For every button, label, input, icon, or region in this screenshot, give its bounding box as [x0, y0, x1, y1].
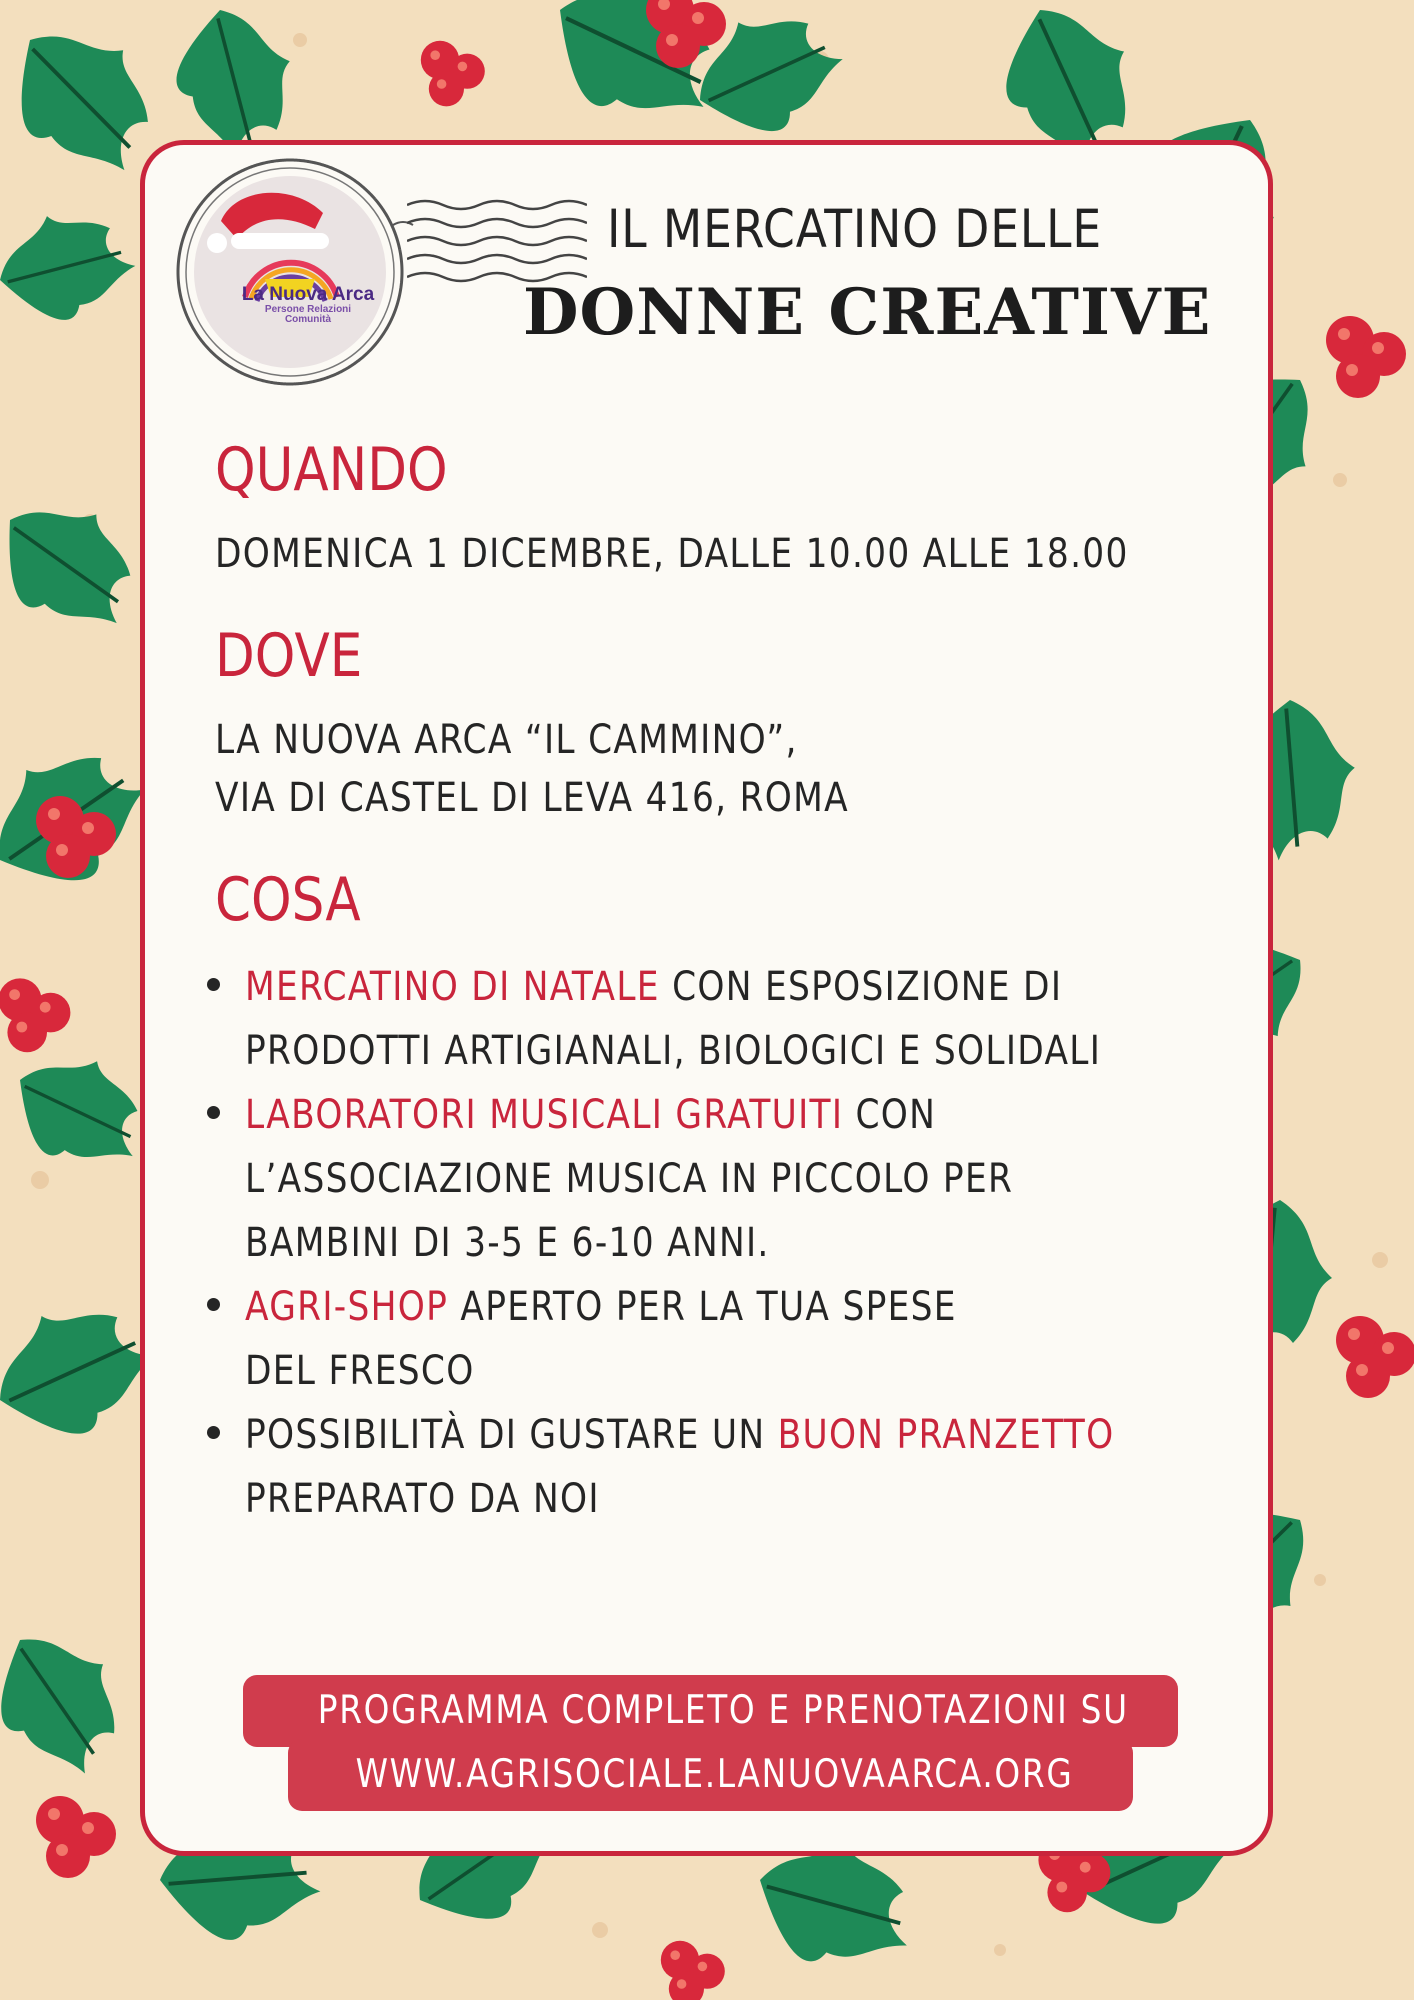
- logo-name: La Nuova Arca: [241, 284, 375, 305]
- cosa-heading: COSA: [215, 865, 361, 935]
- cta-website-link[interactable]: [288, 1739, 1133, 1811]
- logo-icon: [165, 147, 415, 397]
- list-item: [207, 1275, 1267, 1403]
- list-item-text: [245, 1083, 1114, 1275]
- bullet-icon: [207, 1106, 220, 1119]
- list-item-prefix: POSSIBILITÀ DI GUSTARE UN: [245, 1412, 778, 1458]
- bullet-icon: [207, 1298, 220, 1311]
- list-item-text: [245, 1403, 1174, 1531]
- dove-line-1: LA NUOVA ARCA “IL CAMMINO”,: [215, 717, 798, 763]
- bullet-icon: [207, 1426, 220, 1439]
- logo-text: [233, 285, 383, 326]
- quando-text: DOMENICA 1 DICEMBRE, DALLE 10.00 ALLE 18.00: [215, 531, 1129, 577]
- list-item-body: APERTO PER LA TUA SPESE DEL FRESCO: [245, 1284, 957, 1394]
- list-item-highlight: BUON PRANZETTO: [777, 1412, 1115, 1458]
- cta-banner-line-1: [243, 1675, 1178, 1747]
- list-item-highlight: LABORATORI MUSICALI GRATUITI: [245, 1092, 844, 1138]
- list-item-body: PREPARATO DA NOI: [245, 1476, 600, 1522]
- quando-heading: QUANDO: [215, 435, 448, 505]
- cta-text-2[interactable]: WWW.AGRISOCIALE.LANUOVAARCA.ORG: [355, 1752, 1074, 1797]
- cta-text-1: PROGRAMMA COMPLETO E PRENOTAZIONI SU: [317, 1688, 1129, 1733]
- list-item: [207, 955, 1267, 1083]
- list-item-body: CON ESPOSIZIONE DI PRODOTTI ARTIGIANALI, BIOLOGICI E SOLIDALI: [245, 964, 1102, 1074]
- logo-tagline-2: Comunità: [284, 314, 332, 326]
- title-line-2: DONNE CREATIVE: [523, 275, 1212, 350]
- dove-heading: DOVE: [215, 621, 363, 691]
- list-item-text: [245, 955, 1122, 1083]
- list-item: [207, 1083, 1267, 1275]
- list-item-highlight: MERCATINO DI NATALE: [245, 964, 660, 1010]
- list-item-text: [245, 1275, 1019, 1403]
- list-item-highlight: AGRI-SHOP: [245, 1284, 449, 1330]
- dove-line-2: VIA DI CASTEL DI LEVA 416, ROMA: [215, 775, 849, 821]
- event-card: [140, 140, 1273, 1856]
- title-line-1: IL MERCATINO DELLE: [607, 199, 1103, 260]
- logo-stamp: [165, 147, 415, 397]
- logo-tagline-1: Persone Relazioni: [264, 303, 352, 315]
- list-item: [207, 1403, 1267, 1531]
- cosa-list: [207, 955, 1267, 1531]
- list-item-body: CON L’ASSOCIAZIONE MUSICA IN PICCOLO PER BAMBINI DI 3-5 E 6-10 ANNI.: [245, 1092, 1014, 1266]
- bullet-icon: [207, 978, 220, 991]
